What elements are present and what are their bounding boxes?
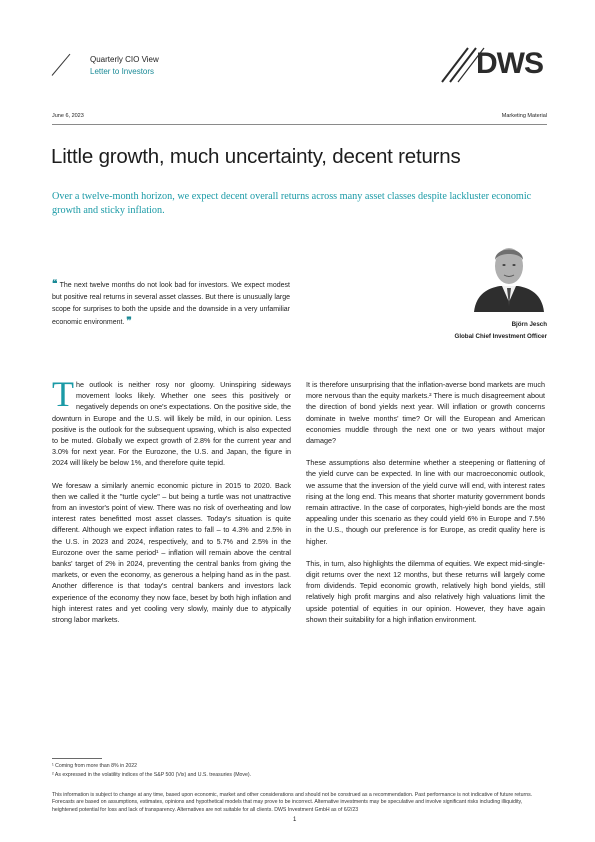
quote-text: The next twelve months do not look bad for investors. We expect modest but positive real returns in several asset classes. But there is unusually large scope for surprises to both the upside and the downside in a very unfamiliar economic environment. xyxy=(52,282,290,326)
body-column-right xyxy=(306,379,545,636)
paragraph-text: he outlook is neither rosy nor gloomy. Uninspiring sideways movement looks likely. Whether one sees this positively or negatively depends on one's expectations. On the positive side, the downturn in Europe and the U.S. will likely be mild, in our opinion. Less positive is the outlook for the subsequent upswing, which is also expected to be muted. Globally we expect growth of 2.8% for the current year and 3.0% for next year. For the Eurozone, the U.S. and Japan, the figure in 2024 will likely be below 1%, and therefore quite tepid. xyxy=(52,380,291,468)
lead-paragraph: Over a twelve-month horizon, we expect decent overall returns across many asset classes despite lackluster economic growth and sticky inflation. xyxy=(52,191,532,216)
header-decor-line xyxy=(52,54,71,76)
disclaimer: This information is subject to change at any time, based upon economic, market and other considerations and should not be construed as a recommendation. Past performance is not indicative of future returns. Forecasts are based on assumptions, estimates, opinions and hypothetical models that may prove to be incorrect. Alternative investments may be speculative and involve significant risks including illiquidity, heightened potential for loss and lack of transparency. Alternatives are not suitable for all clients. DWS Investment GmbH as of 6/2/23 xyxy=(52,792,533,813)
body-paragraph xyxy=(52,374,291,469)
body-column-left xyxy=(52,374,291,636)
footnote: ² As expressed in the volatility indices of the S&P 500 (Vix) and U.S. treasuries (Move). xyxy=(52,772,252,778)
body-paragraph: We foresaw a similarly anemic economic picture in 2015 to 2020. Back then we called it the "turtle cycle" – but being a turtle was not unattractive from an investor's point of view. There was no risk of overheating and low interest rates benefitted most asset classes. Today's situation is quite different. Although we expect inflation rates to fall – to 4.3% and 2.5% in the U.S. in 2023 and 2024, respectively, and to 5.7% and 2.5% in the Eurozone over the same period¹ – inflation will remain above the central banks' target of 2% in 2024, preventing the central banks from giving the markets, or even the economy, as generous a helping hand as in the past. Another difference is that today's central bankers and investors lack experience of the economy they now face, beset by both high inflation and high interest rates and yet cooling very slowly, mainly due to atypically strong labor markets. xyxy=(52,480,291,625)
author-title: Global Chief Investment Officer xyxy=(454,333,547,340)
page-title: Little growth, much uncertainty, decent returns xyxy=(51,145,461,168)
body-paragraph: These assumptions also determine whether a steepening or flattening of the yield curve can be expected. In line with our macroeconomic outlook, we assume that the inversion of the yield curve will end, with interest rates rising at the long end. This means that shorter maturity government bonds remain attractive. In the case of corporates, high-yield bonds are the most appealing under this scenario as they could yield 6% in Europe and 7.5% in the U.S., though our preference is for Europe, as credit quality here is higher. xyxy=(306,458,545,546)
logo-wordmark: DWS xyxy=(476,47,543,80)
header-divider xyxy=(52,124,547,125)
page-number: 1 xyxy=(293,817,297,823)
body-paragraph: It is therefore unsurprising that the inflation-averse bond markets are much more nervous than the equity markets.² There is much disagreement about the direction of bond yields next year. Will inflation or growth concerns dominate in twelve months' time? Or will the European and American economies muddle through the next one or two years without major damage? xyxy=(306,380,545,446)
footnote: ¹ Coming from more than 8% in 2022 xyxy=(52,763,138,769)
dws-logo-icon xyxy=(440,44,550,84)
quote-close-icon: ❞ xyxy=(126,316,132,327)
quote-open-icon: ❝ xyxy=(52,279,58,290)
marketing-material-label: Marketing Material xyxy=(501,113,547,119)
publication-series: Quarterly CIO View xyxy=(90,55,159,64)
author-portrait xyxy=(470,236,548,312)
body-paragraph: This, in turn, also highlights the dilemma of equities. We expect mid-single-digit returns over the next 12 months, but these returns will largely come from dividends. Tepid economic growth, relatively high bond yields, still relatively high profit margins and also relatively high valuations limit the upside potential of equities in our opinion. However, they have again shown their suitability for a high inflation environment. xyxy=(306,558,545,624)
footnote-divider xyxy=(52,758,102,759)
drop-cap: T xyxy=(52,374,74,414)
publication-date: June 6, 2023 xyxy=(52,113,84,119)
publication-subtitle: Letter to Investors xyxy=(90,67,155,76)
author-name: Björn Jesch xyxy=(511,321,547,328)
pull-quote xyxy=(52,279,290,329)
